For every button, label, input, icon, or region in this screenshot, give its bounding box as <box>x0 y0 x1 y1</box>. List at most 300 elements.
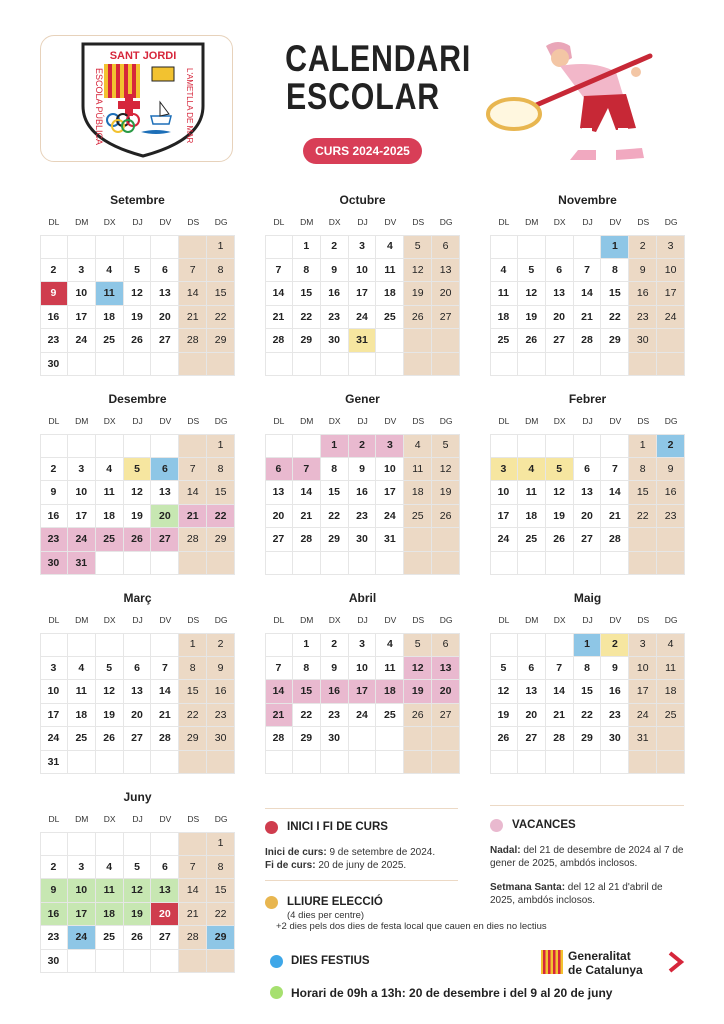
month-name: Març <box>123 591 152 605</box>
day-cell: 19 <box>124 306 152 330</box>
schedule-dot-icon <box>270 986 283 999</box>
day-cell: 26 <box>404 704 432 728</box>
day-cell: 12 <box>490 680 518 704</box>
legend-easter-text: Setmana Santa: del 12 al 21 d'abril de 2025, ambdós inclosos. <box>490 882 663 906</box>
day-cell: 14 <box>574 282 602 306</box>
empty-cell <box>629 552 657 576</box>
day-cell: 5 <box>124 259 152 283</box>
day-cell: 8 <box>629 458 657 482</box>
day-cell: 29 <box>207 329 235 353</box>
day-cell: 12 <box>96 680 124 704</box>
day-cell: 7 <box>151 657 179 681</box>
day-cell: 22 <box>207 505 235 529</box>
day-cell: 23 <box>207 704 235 728</box>
empty-cell <box>68 353 96 377</box>
generalitat-line-1: Generalitat <box>568 949 631 963</box>
weekday-label: DM <box>75 416 89 426</box>
day-cell: 21 <box>179 306 207 330</box>
day-cell: 5 <box>404 633 432 657</box>
legend-divider <box>490 805 684 806</box>
day-cell: 6 <box>574 458 602 482</box>
day-cell: 9 <box>321 657 349 681</box>
weekday-label: DX <box>553 217 566 227</box>
day-cell: 11 <box>657 657 685 681</box>
legend-holidays-title: DIES FESTIUS <box>291 955 370 967</box>
day-cell: 3 <box>68 458 96 482</box>
day-cell: 28 <box>265 329 293 353</box>
day-cell: 24 <box>68 926 96 950</box>
day-cell: 4 <box>96 856 124 880</box>
page-title <box>268 38 472 117</box>
weekday-label: DS <box>637 217 650 227</box>
empty-cell <box>376 727 404 751</box>
empty-cell <box>518 552 546 576</box>
weekday-label: DX <box>103 217 116 227</box>
weekday-label: DG <box>664 416 678 426</box>
day-cell: 27 <box>432 704 460 728</box>
day-cell: 14 <box>293 481 321 505</box>
day-cell: 21 <box>179 903 207 927</box>
empty-cell <box>96 235 124 259</box>
weekday-label: DS <box>412 217 425 227</box>
weekday-label: DJ <box>132 615 143 625</box>
weekday-label: DJ <box>132 814 143 824</box>
empty-cell <box>321 751 349 775</box>
legend-free-choice-title: LLIURE ELECCIÓ <box>287 896 383 908</box>
weekday-label: DJ <box>132 217 143 227</box>
legend-schedule-title: Horari de 09h a 13h: 20 de desembre i del 9 al 20 de juny <box>291 986 613 1000</box>
day-cell: 11 <box>96 481 124 505</box>
day-cell: 26 <box>124 329 152 353</box>
day-cell: 7 <box>265 657 293 681</box>
day-cell: 26 <box>96 727 124 751</box>
school-crest-logo <box>41 36 234 163</box>
day-cell: 26 <box>546 528 574 552</box>
day-cell: 10 <box>68 481 96 505</box>
month-grid <box>40 832 235 973</box>
day-cell: 28 <box>574 329 602 353</box>
empty-cell <box>601 434 629 458</box>
weekday-label: DV <box>609 615 622 625</box>
day-cell: 5 <box>124 458 152 482</box>
day-cell: 25 <box>376 704 404 728</box>
day-cell: 18 <box>518 505 546 529</box>
chevron-right-icon <box>667 951 685 973</box>
empty-cell <box>265 353 293 377</box>
empty-cell <box>432 727 460 751</box>
day-cell: 17 <box>657 282 685 306</box>
day-cell: 10 <box>349 657 377 681</box>
weekday-label: DG <box>214 217 228 227</box>
day-cell: 3 <box>490 458 518 482</box>
day-cell: 24 <box>490 528 518 552</box>
weekday-header <box>265 416 460 428</box>
day-cell: 18 <box>657 680 685 704</box>
empty-cell <box>657 751 685 775</box>
weekday-label: DG <box>214 814 228 824</box>
day-cell: 8 <box>207 856 235 880</box>
day-cell: 18 <box>376 680 404 704</box>
weekday-label: DS <box>187 814 200 824</box>
day-cell: 1 <box>207 832 235 856</box>
legend-free-choice-subtitle: (4 dies per centre) <box>287 910 365 921</box>
day-cell: 31 <box>40 751 68 775</box>
generalitat-line-2: de Catalunya <box>568 963 643 977</box>
day-cell: 25 <box>96 329 124 353</box>
title-line-2: ESCOLAR <box>285 76 441 117</box>
day-cell: 9 <box>40 879 68 903</box>
weekday-label: DM <box>525 615 539 625</box>
legend-christmas-text: Nadal: del 21 de desembre de 2024 al 7 de gener de 2025, ambdós inclosos. <box>490 845 684 869</box>
weekday-label: DG <box>439 217 453 227</box>
weekday-header <box>40 416 235 428</box>
empty-cell <box>574 751 602 775</box>
month-grid <box>40 235 235 376</box>
weekday-label: DL <box>273 416 285 426</box>
day-cell: 15 <box>629 481 657 505</box>
day-cell: 29 <box>601 329 629 353</box>
day-cell: 17 <box>490 505 518 529</box>
day-cell: 1 <box>207 434 235 458</box>
day-cell: 25 <box>490 329 518 353</box>
day-cell: 1 <box>179 633 207 657</box>
empty-cell <box>376 329 404 353</box>
day-cell: 24 <box>68 329 96 353</box>
day-cell: 1 <box>601 235 629 259</box>
legend-divider <box>265 808 458 809</box>
day-cell: 29 <box>179 727 207 751</box>
empty-cell <box>151 633 179 657</box>
day-cell: 20 <box>265 505 293 529</box>
weekday-label: DG <box>439 416 453 426</box>
day-cell: 2 <box>40 458 68 482</box>
month-6 <box>490 392 685 578</box>
day-cell: 9 <box>207 657 235 681</box>
day-cell: 5 <box>124 856 152 880</box>
day-cell: 2 <box>349 434 377 458</box>
title-line-1: CALENDARI <box>285 38 472 79</box>
empty-cell <box>657 552 685 576</box>
weekday-label: DV <box>384 615 397 625</box>
day-cell: 20 <box>151 505 179 529</box>
day-cell: 18 <box>376 282 404 306</box>
day-cell: 15 <box>207 282 235 306</box>
empty-cell <box>265 633 293 657</box>
day-cell: 18 <box>490 306 518 330</box>
empty-cell <box>546 434 574 458</box>
day-cell: 31 <box>349 329 377 353</box>
weekday-label: DL <box>498 416 510 426</box>
empty-cell <box>179 832 207 856</box>
day-cell: 14 <box>265 282 293 306</box>
day-cell: 14 <box>179 481 207 505</box>
day-cell: 10 <box>68 879 96 903</box>
day-cell: 30 <box>349 528 377 552</box>
empty-cell <box>124 552 152 576</box>
day-cell: 22 <box>293 306 321 330</box>
day-cell: 6 <box>546 259 574 283</box>
month-grid <box>40 434 235 575</box>
day-cell: 12 <box>124 879 152 903</box>
day-cell: 22 <box>574 704 602 728</box>
day-cell: 6 <box>518 657 546 681</box>
day-cell: 24 <box>40 727 68 751</box>
day-cell: 21 <box>179 505 207 529</box>
empty-cell <box>68 633 96 657</box>
day-cell: 7 <box>265 259 293 283</box>
day-cell: 27 <box>151 926 179 950</box>
day-cell: 22 <box>629 505 657 529</box>
day-cell: 28 <box>151 727 179 751</box>
day-cell: 25 <box>657 704 685 728</box>
legend-start-end-text: Inici de curs: 9 de setembre de 2024. Fi de curs: 20 de juny de 2025. <box>265 847 436 871</box>
weekday-label: DS <box>637 615 650 625</box>
day-cell: 10 <box>376 458 404 482</box>
weekday-label: DV <box>384 217 397 227</box>
month-name: Gener <box>345 392 380 406</box>
empty-cell <box>349 353 377 377</box>
day-cell: 20 <box>124 704 152 728</box>
day-cell: 10 <box>68 282 96 306</box>
day-cell: 9 <box>657 458 685 482</box>
empty-cell <box>518 633 546 657</box>
day-cell: 17 <box>40 704 68 728</box>
day-cell: 24 <box>68 528 96 552</box>
day-cell: 2 <box>207 633 235 657</box>
day-cell: 30 <box>321 727 349 751</box>
day-cell: 23 <box>321 306 349 330</box>
weekday-header <box>265 217 460 229</box>
weekday-label: DS <box>187 615 200 625</box>
empty-cell <box>151 434 179 458</box>
day-cell: 15 <box>207 481 235 505</box>
empty-cell <box>657 528 685 552</box>
day-cell: 14 <box>151 680 179 704</box>
day-cell: 5 <box>490 657 518 681</box>
day-cell: 22 <box>207 306 235 330</box>
day-cell: 23 <box>40 528 68 552</box>
school-logo-frame <box>40 35 233 162</box>
empty-cell <box>546 751 574 775</box>
empty-cell <box>432 353 460 377</box>
day-cell: 3 <box>629 633 657 657</box>
day-cell: 17 <box>376 481 404 505</box>
day-cell: 21 <box>265 306 293 330</box>
empty-cell <box>68 434 96 458</box>
empty-cell <box>601 751 629 775</box>
empty-cell <box>490 353 518 377</box>
day-cell: 21 <box>546 704 574 728</box>
day-cell: 18 <box>96 903 124 927</box>
empty-cell <box>546 633 574 657</box>
day-cell: 25 <box>518 528 546 552</box>
day-cell: 13 <box>432 259 460 283</box>
day-cell: 28 <box>179 528 207 552</box>
day-cell: 22 <box>179 704 207 728</box>
weekday-label: DM <box>75 217 89 227</box>
month-4 <box>40 392 235 578</box>
empty-cell <box>96 353 124 377</box>
day-cell: 3 <box>657 235 685 259</box>
day-cell: 7 <box>293 458 321 482</box>
weekday-header <box>40 217 235 229</box>
day-cell: 4 <box>518 458 546 482</box>
logo-right-text: L'AMETLLA DE MAR <box>185 68 194 144</box>
month-7 <box>40 591 235 777</box>
empty-cell <box>96 633 124 657</box>
day-cell: 12 <box>432 458 460 482</box>
legend-free-choice-note: +2 dies pels dos dies de festa local que cauen en dies no lectius <box>276 921 547 932</box>
day-cell: 15 <box>207 879 235 903</box>
day-cell: 30 <box>207 727 235 751</box>
day-cell: 21 <box>601 505 629 529</box>
empty-cell <box>404 751 432 775</box>
day-cell: 5 <box>404 235 432 259</box>
day-cell: 11 <box>490 282 518 306</box>
empty-cell <box>629 353 657 377</box>
day-cell: 6 <box>432 633 460 657</box>
day-cell: 2 <box>629 235 657 259</box>
empty-cell <box>490 434 518 458</box>
day-cell: 14 <box>179 282 207 306</box>
weekday-label: DV <box>159 615 172 625</box>
empty-cell <box>629 751 657 775</box>
weekday-label: DS <box>187 416 200 426</box>
empty-cell <box>349 727 377 751</box>
day-cell: 13 <box>546 282 574 306</box>
empty-cell <box>349 552 377 576</box>
weekday-label: DX <box>103 615 116 625</box>
month-name: Maig <box>573 591 602 605</box>
empty-cell <box>96 751 124 775</box>
day-cell: 29 <box>293 727 321 751</box>
day-cell: 23 <box>40 926 68 950</box>
day-cell: 15 <box>601 282 629 306</box>
day-cell: 26 <box>404 306 432 330</box>
day-cell: 2 <box>40 856 68 880</box>
day-cell: 13 <box>124 680 152 704</box>
day-cell: 25 <box>404 505 432 529</box>
day-cell: 28 <box>601 528 629 552</box>
month-3 <box>490 193 685 379</box>
day-cell: 19 <box>546 505 574 529</box>
vacation-dot-icon <box>490 819 503 832</box>
empty-cell <box>40 633 68 657</box>
month-name: Febrer <box>568 392 607 406</box>
weekday-label: DS <box>187 217 200 227</box>
day-cell: 10 <box>40 680 68 704</box>
day-cell: 27 <box>432 306 460 330</box>
day-cell: 18 <box>96 505 124 529</box>
month-grid <box>265 235 460 376</box>
day-cell: 13 <box>432 657 460 681</box>
weekday-label: DM <box>525 217 539 227</box>
day-cell: 28 <box>293 528 321 552</box>
empty-cell <box>293 751 321 775</box>
weekday-label: DV <box>609 416 622 426</box>
day-cell: 22 <box>207 903 235 927</box>
weekday-label: DV <box>609 217 622 227</box>
day-cell: 26 <box>490 727 518 751</box>
day-cell: 14 <box>546 680 574 704</box>
generalitat-logo <box>541 948 687 980</box>
day-cell: 4 <box>376 235 404 259</box>
weekday-label: DL <box>498 217 510 227</box>
day-cell: 24 <box>657 306 685 330</box>
month-5 <box>265 392 460 578</box>
day-cell: 14 <box>601 481 629 505</box>
day-cell: 11 <box>404 458 432 482</box>
empty-cell <box>124 832 152 856</box>
day-cell: 8 <box>293 259 321 283</box>
weekday-label: DM <box>300 217 314 227</box>
day-cell: 6 <box>265 458 293 482</box>
day-cell: 28 <box>179 329 207 353</box>
empty-cell <box>124 633 152 657</box>
day-cell: 6 <box>432 235 460 259</box>
day-cell: 10 <box>490 481 518 505</box>
day-cell: 16 <box>40 903 68 927</box>
empty-cell <box>207 950 235 974</box>
empty-cell <box>40 235 68 259</box>
day-cell: 14 <box>265 680 293 704</box>
empty-cell <box>96 832 124 856</box>
weekday-label: DX <box>328 217 341 227</box>
empty-cell <box>207 751 235 775</box>
day-cell: 9 <box>349 458 377 482</box>
day-cell: 8 <box>293 657 321 681</box>
empty-cell <box>518 751 546 775</box>
day-cell: 13 <box>151 481 179 505</box>
day-cell: 20 <box>518 704 546 728</box>
day-cell: 23 <box>629 306 657 330</box>
weekday-label: DX <box>328 416 341 426</box>
empty-cell <box>151 552 179 576</box>
day-cell: 3 <box>349 235 377 259</box>
empty-cell <box>546 353 574 377</box>
month-name: Abril <box>348 591 377 605</box>
day-cell: 4 <box>96 458 124 482</box>
day-cell: 12 <box>546 481 574 505</box>
course-badge: CURS 2024-2025 <box>303 138 422 164</box>
day-cell: 27 <box>151 329 179 353</box>
day-cell: 11 <box>376 259 404 283</box>
day-cell: 8 <box>321 458 349 482</box>
empty-cell <box>601 353 629 377</box>
month-grid <box>490 434 685 575</box>
day-cell: 10 <box>349 259 377 283</box>
weekday-label: DL <box>48 217 60 227</box>
day-cell: 7 <box>601 458 629 482</box>
day-cell: 2 <box>321 633 349 657</box>
day-cell: 18 <box>404 481 432 505</box>
empty-cell <box>574 552 602 576</box>
day-cell: 15 <box>179 680 207 704</box>
empty-cell <box>404 528 432 552</box>
weekday-label: DJ <box>357 416 368 426</box>
day-cell: 17 <box>349 282 377 306</box>
day-cell: 24 <box>629 704 657 728</box>
day-cell: 15 <box>293 282 321 306</box>
weekday-header <box>265 615 460 627</box>
day-cell: 16 <box>321 680 349 704</box>
day-cell: 1 <box>321 434 349 458</box>
weekday-label: DV <box>159 217 172 227</box>
day-cell: 10 <box>629 657 657 681</box>
day-cell: 15 <box>321 481 349 505</box>
empty-cell <box>546 552 574 576</box>
empty-cell <box>601 552 629 576</box>
